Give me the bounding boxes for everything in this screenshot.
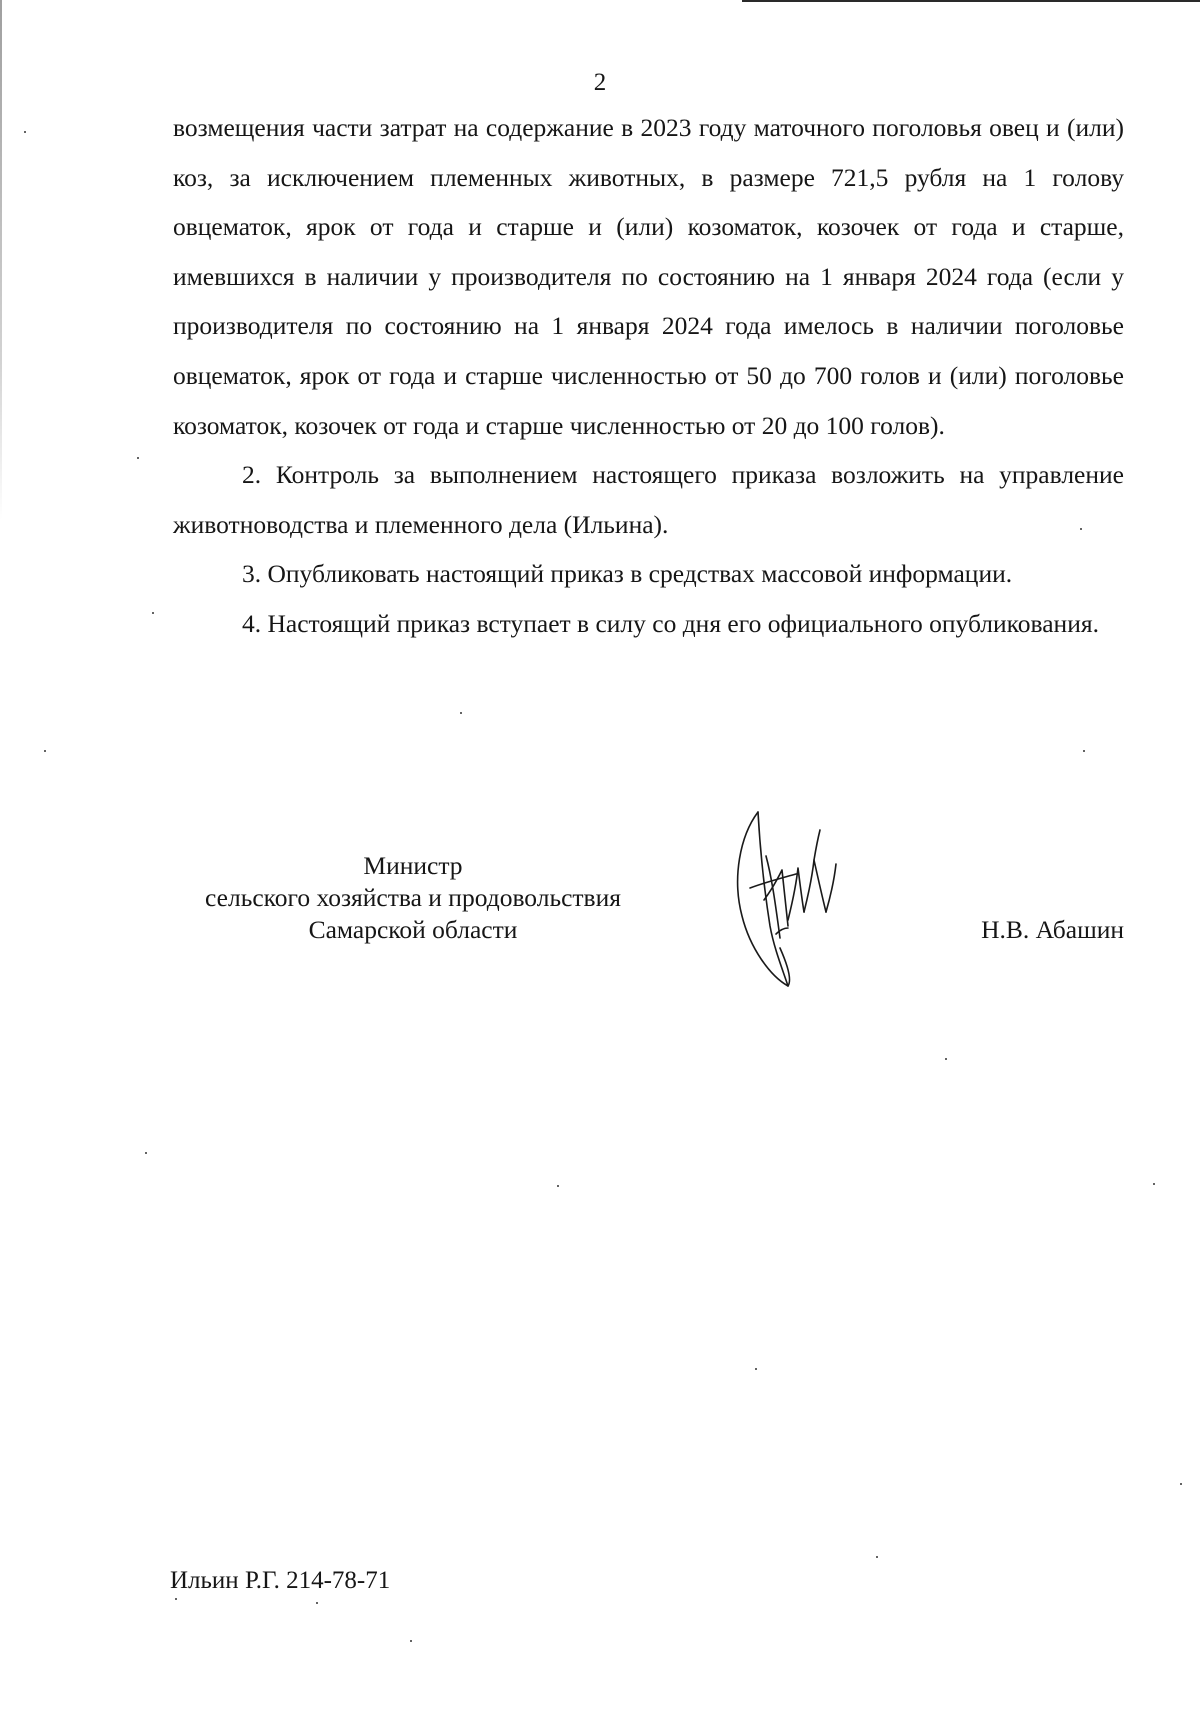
scan-speck xyxy=(410,1640,412,1642)
paragraph-continuation: возмещения части затрат на содержание в 2023 году маточного поголовья овец и (или) коз, за исключением племенных животных, в размере 721,5 рубля на 1 голову овцематок, ярок от года и старше и (или) козоматок, козочек от года и старше, имевшихся в наличии у производителя по состоянию на 1 января 2024 года (если у производителя по состоянию на 1 января 2024 года имелось в наличии поголовье овцематок, ярок от года и старше численностью от 50 до 700 голов и (или) поголовье козоматок, козочек от года и старше численностью от 20 до 100 голов). xyxy=(173,113,1124,440)
scan-speck xyxy=(1180,1483,1182,1485)
scan-speck xyxy=(44,750,46,752)
paragraph-item-3: 3. Опубликовать настоящий приказ в средствах массовой информации. xyxy=(242,559,1013,589)
scan-speck xyxy=(945,1058,947,1060)
scan-speck xyxy=(24,131,26,133)
handwritten-signature-icon xyxy=(730,808,845,988)
scan-speck xyxy=(1153,1183,1155,1185)
scan-speck xyxy=(145,1152,147,1154)
paragraph-item-4: 4. Настоящий приказ вступает в силу со дня его официального опубликования. xyxy=(242,608,1099,638)
scan-speck xyxy=(876,1556,878,1558)
signatory-title xyxy=(173,850,653,946)
signatory-title-line-3: Самарской области xyxy=(308,915,518,944)
scan-speck xyxy=(755,1368,757,1370)
document-body xyxy=(173,103,1124,649)
paragraph-item-2: 2. Контроль за выполнением настоящего приказа возложить на управление животноводства и племенного дела (Ильина). xyxy=(173,460,1124,539)
scan-speck xyxy=(1083,750,1085,752)
signatory-title-line-2: сельского хозяйства и продовольствия xyxy=(205,883,621,912)
signatory-title-line-1: Министр xyxy=(363,851,463,880)
scan-speck xyxy=(137,457,139,459)
scan-border-line xyxy=(742,0,1200,2)
scan-speck xyxy=(460,712,462,714)
scan-speck xyxy=(152,612,154,614)
executor-contact: Ильин Р.Г. 214-78-71 xyxy=(170,1567,391,1594)
signatory-name: Н.В. Абашин xyxy=(981,915,1124,944)
scan-speck xyxy=(316,1602,318,1604)
scan-speck xyxy=(557,1185,559,1187)
scan-speck xyxy=(175,1598,177,1600)
page-number: 2 xyxy=(593,69,607,96)
